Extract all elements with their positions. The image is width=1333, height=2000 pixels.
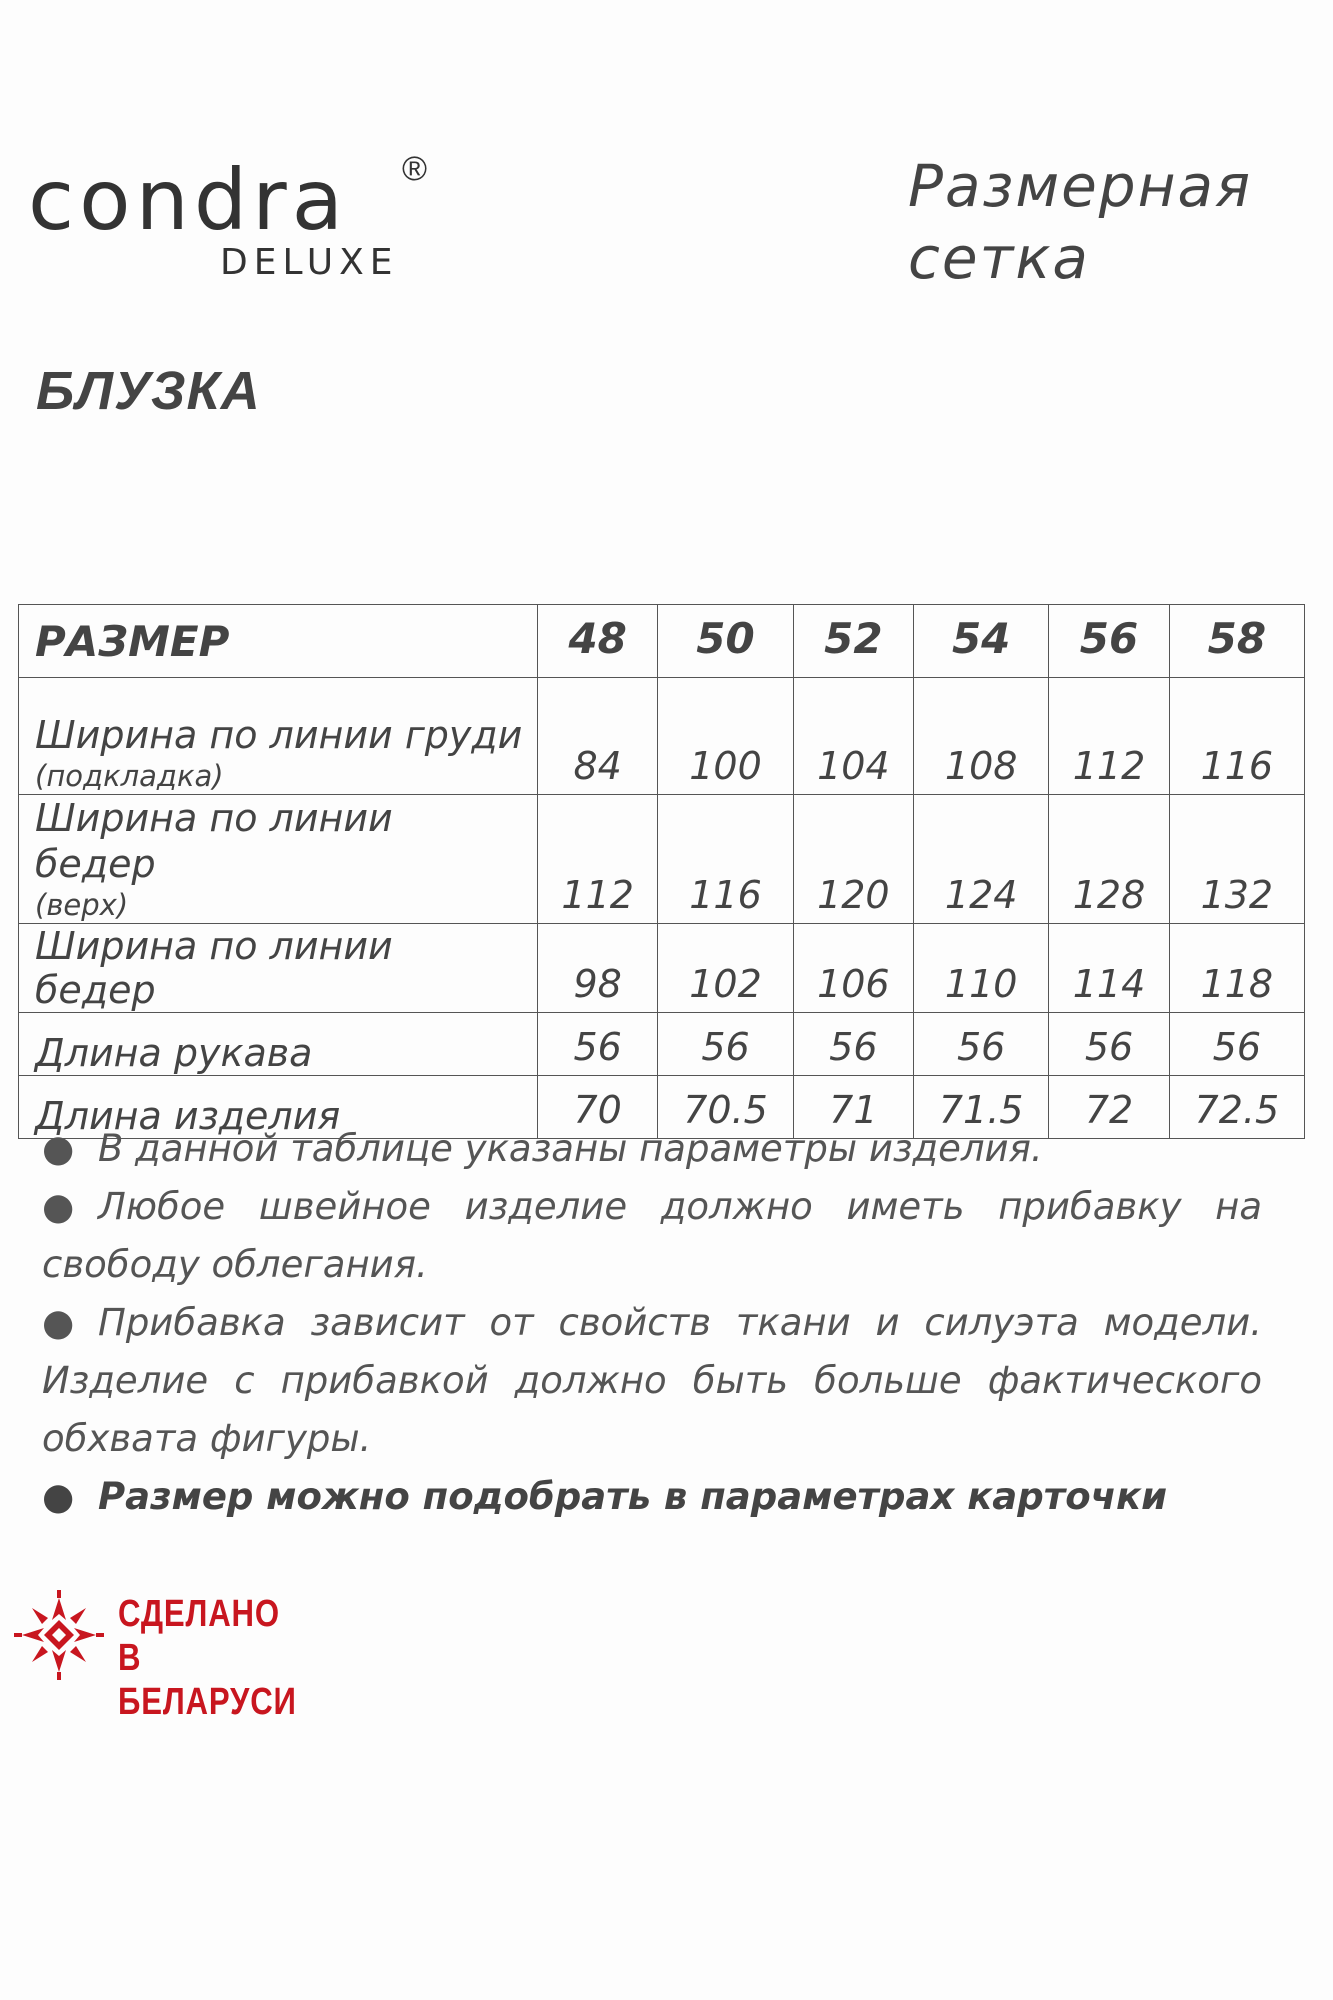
table-cell: 128	[1049, 795, 1169, 924]
table-cell: 104	[793, 678, 913, 795]
row-label: Длина рукава	[19, 1013, 538, 1076]
row-label-sub: (верх)	[35, 888, 129, 922]
header-size: 52	[793, 605, 913, 678]
table-cell: 70.5	[658, 1076, 793, 1139]
row-label: Длина изделия	[19, 1076, 538, 1139]
table-cell: 112	[1049, 678, 1169, 795]
bullet-icon: ●	[42, 1301, 75, 1344]
table-cell: 56	[658, 1013, 793, 1076]
note-item	[42, 1120, 1262, 1178]
note-text: Любое швейное изделие должно иметь прибавку на свободу облегания.	[42, 1185, 1262, 1286]
notes-list	[42, 1120, 1262, 1526]
table-cell: 112	[538, 795, 658, 924]
table-cell: 56	[793, 1013, 913, 1076]
header-size: 48	[538, 605, 658, 678]
note-item	[42, 1294, 1262, 1468]
bullet-icon: ●	[42, 1475, 75, 1518]
made-in-text	[118, 1592, 297, 1724]
document-title-line-2: сетка	[908, 224, 1090, 292]
table-cell: 114	[1049, 924, 1169, 1013]
table-cell: 98	[538, 924, 658, 1013]
registered-mark: ®	[402, 150, 428, 188]
document-title-line-1: Размерная	[908, 152, 1252, 220]
table-row	[19, 924, 1305, 1013]
table-cell: 102	[658, 924, 793, 1013]
table-cell: 116	[658, 795, 793, 924]
table-cell: 72.5	[1169, 1076, 1304, 1139]
note-text: Прибавка зависит от свойств ткани и силуэта модели. Изделие с прибавкой должно быть больше фактического обхвата фигуры.	[42, 1301, 1262, 1460]
table-cell: 106	[793, 924, 913, 1013]
table-cell: 132	[1169, 795, 1304, 924]
table-cell: 70	[538, 1076, 658, 1139]
row-label-sub: (подкладка)	[35, 759, 224, 793]
table-cell: 56	[538, 1013, 658, 1076]
note-text: В данной таблице указаны параметры изделия.	[98, 1127, 1043, 1170]
brand-name: condra	[28, 151, 349, 249]
note-item	[42, 1468, 1262, 1526]
table-row	[19, 1013, 1305, 1076]
header-size: 58	[1169, 605, 1304, 678]
document-title	[908, 150, 1308, 294]
table-cell: 108	[914, 678, 1049, 795]
made-in-belarus-badge	[14, 1590, 334, 1723]
row-label	[19, 795, 538, 924]
row-label-main: Ширина по линии груди	[35, 713, 523, 757]
table-cell: 100	[658, 678, 793, 795]
table-cell: 110	[914, 924, 1049, 1013]
table-cell: 116	[1169, 678, 1304, 795]
table-cell: 56	[1169, 1013, 1304, 1076]
table-cell: 71	[793, 1076, 913, 1139]
brand-subline: DELUXE	[220, 242, 399, 283]
header-size-label: РАЗМЕР	[19, 605, 538, 678]
row-label	[19, 678, 538, 795]
table-row	[19, 795, 1305, 924]
header-size: 56	[1049, 605, 1169, 678]
table-cell: 124	[914, 795, 1049, 924]
made-in-line-1: СДЕЛАНО	[118, 1593, 280, 1635]
table-header-row	[19, 605, 1305, 678]
table-cell: 84	[538, 678, 658, 795]
bullet-icon: ●	[42, 1127, 75, 1170]
header-size: 54	[914, 605, 1049, 678]
table-cell: 56	[914, 1013, 1049, 1076]
table-cell: 71.5	[914, 1076, 1049, 1139]
row-label-main: Ширина по линии бедер	[35, 796, 393, 886]
size-table	[18, 604, 1305, 1139]
brand-logo	[28, 150, 448, 283]
table-cell: 72	[1049, 1076, 1169, 1139]
table-cell: 120	[793, 795, 913, 924]
table-row	[19, 678, 1305, 795]
note-item	[42, 1178, 1262, 1294]
table-cell: 56	[1049, 1013, 1169, 1076]
table-cell: 118	[1169, 924, 1304, 1013]
row-label: Ширина по линии бедер	[19, 924, 538, 1013]
note-text: Размер можно подобрать в параметрах карточки	[98, 1475, 1168, 1518]
made-in-line-2: В БЕЛАРУСИ	[118, 1637, 297, 1723]
bullet-icon: ●	[42, 1185, 75, 1228]
header-size: 50	[658, 605, 793, 678]
product-name: БЛУЗКА	[36, 361, 261, 421]
ornament-icon	[14, 1590, 104, 1680]
